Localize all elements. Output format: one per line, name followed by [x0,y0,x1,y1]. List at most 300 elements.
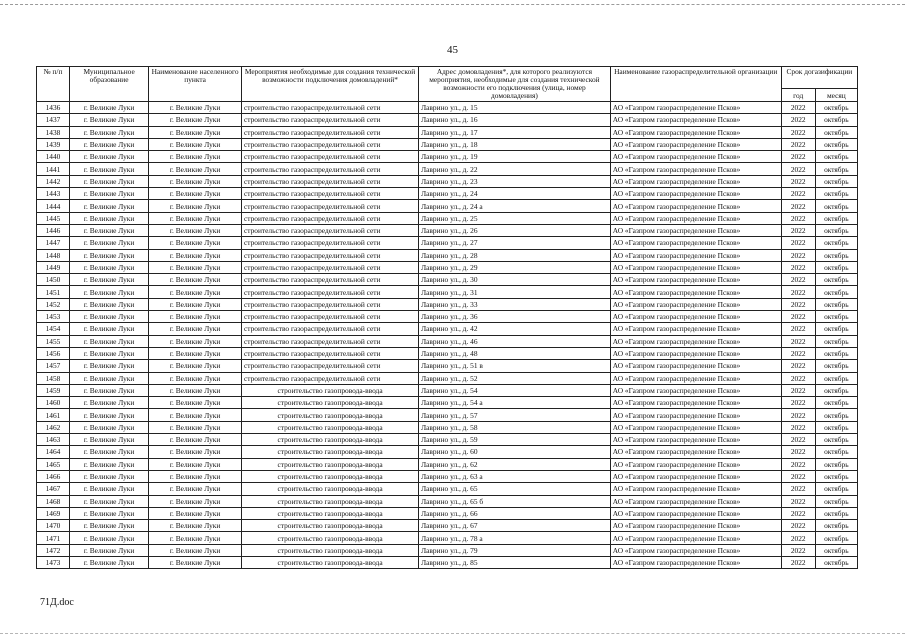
table-row [37,507,858,519]
cell-month: октябрь [815,224,857,236]
cell-month: октябрь [815,360,857,372]
cell-num: 1451 [37,286,70,298]
cell-year: 2022 [781,138,815,150]
cell-address: Лаврино ул., д. 42 [419,323,611,335]
cell-month: октябрь [815,421,857,433]
cell-municipality: г. Великие Луки [69,556,148,568]
cell-address: Лаврино ул., д. 22 [419,163,611,175]
cell-num: 1463 [37,434,70,446]
cell-locality: г. Великие Луки [149,347,242,359]
cell-month: октябрь [815,483,857,495]
cell-organization: АО «Газпром газораспределение Псков» [610,311,781,323]
cell-works: строительство газораспределительной сети [241,274,418,286]
cell-month: октябрь [815,532,857,544]
table-row [37,384,858,396]
table-row [37,212,858,224]
table-row [37,163,858,175]
table-row [37,261,858,273]
cell-address: Лаврино ул., д. 26 [419,224,611,236]
cell-works: строительство газораспределительной сети [241,335,418,347]
cell-num: 1446 [37,224,70,236]
cell-municipality: г. Великие Луки [69,102,148,114]
cell-address: Лаврино ул., д. 24 а [419,200,611,212]
table-row [37,446,858,458]
cell-municipality: г. Великие Луки [69,495,148,507]
cell-organization: АО «Газпром газораспределение Псков» [610,237,781,249]
cell-works: строительство газопровода-ввода [241,556,418,568]
cell-address: Лаврино ул., д. 28 [419,249,611,261]
cell-year: 2022 [781,544,815,556]
cell-works: строительство газопровода-ввода [241,458,418,470]
cell-year: 2022 [781,175,815,187]
cell-address: Лаврино ул., д. 36 [419,311,611,323]
cell-locality: г. Великие Луки [149,311,242,323]
cell-month: октябрь [815,434,857,446]
cell-num: 1440 [37,151,70,163]
cell-works: строительство газопровода-ввода [241,434,418,446]
cell-works: строительство газопровода-ввода [241,397,418,409]
cell-works: строительство газопровода-ввода [241,470,418,482]
header-address: Адрес домовладения*, для которого реализуются мероприятия, необходимые для создания технической возможности его подключения (улица, номер домовладения) [419,67,611,102]
cell-municipality: г. Великие Луки [69,298,148,310]
cell-num: 1437 [37,114,70,126]
cell-year: 2022 [781,483,815,495]
cell-organization: АО «Газпром газораспределение Псков» [610,138,781,150]
cell-year: 2022 [781,249,815,261]
cell-municipality: г. Великие Луки [69,421,148,433]
cell-works: строительство газораспределительной сети [241,311,418,323]
cell-organization: АО «Газпром газораспределение Псков» [610,556,781,568]
cell-year: 2022 [781,520,815,532]
cell-num: 1470 [37,520,70,532]
cell-works: строительство газораспределительной сети [241,372,418,384]
cell-address: Лаврино ул., д. 58 [419,421,611,433]
cell-locality: г. Великие Луки [149,175,242,187]
table-row [37,347,858,359]
table-row [37,323,858,335]
table-row [37,421,858,433]
cell-year: 2022 [781,323,815,335]
table-row [37,544,858,556]
cell-works: строительство газораспределительной сети [241,212,418,224]
cell-num: 1443 [37,188,70,200]
cell-locality: г. Великие Луки [149,470,242,482]
cell-address: Лаврино ул., д. 30 [419,274,611,286]
table-row [37,286,858,298]
cell-municipality: г. Великие Луки [69,114,148,126]
cell-year: 2022 [781,126,815,138]
cell-num: 1466 [37,470,70,482]
cell-year: 2022 [781,200,815,212]
cell-works: строительство газораспределительной сети [241,200,418,212]
table-row [37,138,858,150]
cell-num: 1441 [37,163,70,175]
cell-num: 1471 [37,532,70,544]
cell-locality: г. Великие Луки [149,323,242,335]
cell-organization: АО «Газпром газораспределение Псков» [610,200,781,212]
cell-organization: АО «Газпром газораспределение Псков» [610,298,781,310]
table-row [37,188,858,200]
cell-year: 2022 [781,458,815,470]
cell-year: 2022 [781,188,815,200]
cell-month: октябрь [815,286,857,298]
cell-locality: г. Великие Луки [149,151,242,163]
cell-works: строительство газораспределительной сети [241,224,418,236]
cell-locality: г. Великие Луки [149,249,242,261]
cell-organization: АО «Газпром газораспределение Псков» [610,544,781,556]
cell-month: октябрь [815,311,857,323]
cell-month: октябрь [815,470,857,482]
cell-address: Лаврино ул., д. 78 а [419,532,611,544]
table-row [37,434,858,446]
table-row [37,274,858,286]
cell-address: Лаврино ул., д. 65 [419,483,611,495]
cell-municipality: г. Великие Луки [69,138,148,150]
cell-locality: г. Великие Луки [149,532,242,544]
cell-locality: г. Великие Луки [149,483,242,495]
cell-address: Лаврино ул., д. 52 [419,372,611,384]
cell-locality: г. Великие Луки [149,409,242,421]
cell-month: октябрь [815,347,857,359]
cell-year: 2022 [781,212,815,224]
cell-works: строительство газораспределительной сети [241,114,418,126]
cell-municipality: г. Великие Луки [69,483,148,495]
cell-works: строительство газораспределительной сети [241,102,418,114]
cell-locality: г. Великие Луки [149,126,242,138]
cell-municipality: г. Великие Луки [69,188,148,200]
table-row [37,249,858,261]
cell-year: 2022 [781,224,815,236]
cell-address: Лаврино ул., д. 60 [419,446,611,458]
table-row [37,360,858,372]
cell-year: 2022 [781,237,815,249]
cell-organization: АО «Газпром газораспределение Псков» [610,224,781,236]
cell-year: 2022 [781,311,815,323]
cell-address: Лаврино ул., д. 62 [419,458,611,470]
cell-organization: АО «Газпром газораспределение Псков» [610,323,781,335]
cell-locality: г. Великие Луки [149,495,242,507]
cell-works: строительство газораспределительной сети [241,360,418,372]
cell-municipality: г. Великие Луки [69,470,148,482]
table-row [37,470,858,482]
cell-locality: г. Великие Луки [149,274,242,286]
table-row [37,298,858,310]
cell-locality: г. Великие Луки [149,237,242,249]
cell-locality: г. Великие Луки [149,286,242,298]
cell-year: 2022 [781,384,815,396]
table-row [37,151,858,163]
cell-organization: АО «Газпром газораспределение Псков» [610,397,781,409]
cell-num: 1456 [37,347,70,359]
cell-organization: АО «Газпром газораспределение Псков» [610,274,781,286]
cell-municipality: г. Великие Луки [69,544,148,556]
cell-month: октябрь [815,520,857,532]
cell-municipality: г. Великие Луки [69,274,148,286]
cell-year: 2022 [781,151,815,163]
cell-num: 1445 [37,212,70,224]
cell-year: 2022 [781,397,815,409]
cell-municipality: г. Великие Луки [69,323,148,335]
cell-year: 2022 [781,532,815,544]
cell-works: строительство газораспределительной сети [241,249,418,261]
cell-address: Лаврино ул., д. 46 [419,335,611,347]
cell-num: 1460 [37,397,70,409]
cell-municipality: г. Великие Луки [69,151,148,163]
cell-works: строительство газопровода-ввода [241,409,418,421]
cell-address: Лаврино ул., д. 23 [419,175,611,187]
cell-locality: г. Великие Луки [149,507,242,519]
cell-address: Лаврино ул., д. 16 [419,114,611,126]
cell-month: октябрь [815,163,857,175]
cell-month: октябрь [815,409,857,421]
cell-year: 2022 [781,360,815,372]
cell-organization: АО «Газпром газораспределение Псков» [610,532,781,544]
cell-municipality: г. Великие Луки [69,261,148,273]
cell-municipality: г. Великие Луки [69,532,148,544]
cell-municipality: г. Великие Луки [69,397,148,409]
cell-year: 2022 [781,102,815,114]
cell-num: 1453 [37,311,70,323]
cell-municipality: г. Великие Луки [69,409,148,421]
cell-organization: АО «Газпром газораспределение Псков» [610,261,781,273]
cell-year: 2022 [781,556,815,568]
cell-municipality: г. Великие Луки [69,347,148,359]
table-row [37,397,858,409]
cell-municipality: г. Великие Луки [69,286,148,298]
cell-month: октябрь [815,249,857,261]
cell-works: строительство газораспределительной сети [241,323,418,335]
cell-locality: г. Великие Луки [149,163,242,175]
cell-year: 2022 [781,434,815,446]
cell-num: 1455 [37,335,70,347]
cell-year: 2022 [781,347,815,359]
table-body [37,102,858,569]
cell-organization: АО «Газпром газораспределение Псков» [610,446,781,458]
cell-month: октябрь [815,458,857,470]
cell-month: октябрь [815,274,857,286]
table-row [37,556,858,568]
cell-month: октябрь [815,200,857,212]
cell-month: октябрь [815,495,857,507]
cell-locality: г. Великие Луки [149,138,242,150]
cell-municipality: г. Великие Луки [69,212,148,224]
cell-works: строительство газопровода-ввода [241,507,418,519]
cell-month: октябрь [815,126,857,138]
cell-municipality: г. Великие Луки [69,507,148,519]
cell-address: Лаврино ул., д. 17 [419,126,611,138]
cell-locality: г. Великие Луки [149,520,242,532]
cell-num: 1472 [37,544,70,556]
cell-num: 1444 [37,200,70,212]
cell-works: строительство газопровода-ввода [241,520,418,532]
table-row [37,224,858,236]
cell-locality: г. Великие Луки [149,397,242,409]
cell-locality: г. Великие Луки [149,458,242,470]
table-row [37,483,858,495]
cell-month: октябрь [815,446,857,458]
cell-municipality: г. Великие Луки [69,175,148,187]
cell-works: строительство газораспределительной сети [241,298,418,310]
cell-organization: АО «Газпром газораспределение Псков» [610,434,781,446]
cell-address: Лаврино ул., д. 66 [419,507,611,519]
cell-locality: г. Великие Луки [149,200,242,212]
cell-month: октябрь [815,114,857,126]
cell-address: Лаврино ул., д. 48 [419,347,611,359]
cell-address: Лаврино ул., д. 31 [419,286,611,298]
cell-locality: г. Великие Луки [149,298,242,310]
cell-municipality: г. Великие Луки [69,224,148,236]
cell-year: 2022 [781,470,815,482]
cell-organization: АО «Газпром газораспределение Псков» [610,458,781,470]
cell-municipality: г. Великие Луки [69,163,148,175]
cell-municipality: г. Великие Луки [69,458,148,470]
cell-month: октябрь [815,507,857,519]
table-row [37,532,858,544]
page-number: 45 [447,44,458,56]
cell-works: строительство газопровода-ввода [241,384,418,396]
cell-num: 1468 [37,495,70,507]
cell-num: 1449 [37,261,70,273]
cell-municipality: г. Великие Луки [69,384,148,396]
cell-organization: АО «Газпром газораспределение Псков» [610,409,781,421]
cell-locality: г. Великие Луки [149,446,242,458]
cell-year: 2022 [781,261,815,273]
cell-address: Лаврино ул., д. 24 [419,188,611,200]
cell-organization: АО «Газпром газораспределение Псков» [610,212,781,224]
cell-municipality: г. Великие Луки [69,237,148,249]
cell-locality: г. Великие Луки [149,114,242,126]
cell-num: 1438 [37,126,70,138]
cell-year: 2022 [781,507,815,519]
cell-locality: г. Великие Луки [149,544,242,556]
cell-municipality: г. Великие Луки [69,200,148,212]
cell-municipality: г. Великие Луки [69,335,148,347]
header-num: № п/п [37,67,70,102]
table-row [37,102,858,114]
cell-organization: АО «Газпром газораспределение Псков» [610,102,781,114]
header-organization: Наименование газораспределительной организации [610,67,781,102]
cell-num: 1462 [37,421,70,433]
cell-organization: АО «Газпром газораспределение Псков» [610,188,781,200]
cell-month: октябрь [815,151,857,163]
table-header [37,67,858,102]
cell-address: Лаврино ул., д. 29 [419,261,611,273]
cell-num: 1461 [37,409,70,421]
table-row [37,175,858,187]
cell-municipality: г. Великие Луки [69,249,148,261]
cell-organization: АО «Газпром газораспределение Псков» [610,249,781,261]
cell-address: Лаврино ул., д. 25 [419,212,611,224]
cell-num: 1457 [37,360,70,372]
cell-works: строительство газораспределительной сети [241,126,418,138]
cell-month: октябрь [815,397,857,409]
cell-works: строительство газопровода-ввода [241,446,418,458]
cell-organization: АО «Газпром газораспределение Псков» [610,126,781,138]
cell-organization: АО «Газпром газораспределение Псков» [610,507,781,519]
cell-num: 1447 [37,237,70,249]
cell-address: Лаврино ул., д. 85 [419,556,611,568]
cell-organization: АО «Газпром газораспределение Псков» [610,335,781,347]
table-row [37,372,858,384]
cell-address: Лаврино ул., д. 63 а [419,470,611,482]
cell-month: октябрь [815,138,857,150]
cell-organization: АО «Газпром газораспределение Псков» [610,470,781,482]
cell-organization: АО «Газпром газораспределение Псков» [610,360,781,372]
cell-address: Лаврино ул., д. 57 [419,409,611,421]
cell-works: строительство газораспределительной сети [241,151,418,163]
cell-num: 1464 [37,446,70,458]
cell-address: Лаврино ул., д. 51 в [419,360,611,372]
cell-works: строительство газораспределительной сети [241,188,418,200]
table-row [37,520,858,532]
header-works: Мероприятия необходимые для создания технической возможности подключения домовладений* [241,67,418,102]
cell-locality: г. Великие Луки [149,102,242,114]
table-row [37,311,858,323]
cell-organization: АО «Газпром газораспределение Псков» [610,372,781,384]
header-municipality: Муниципальное образование [69,67,148,102]
cell-num: 1459 [37,384,70,396]
cell-municipality: г. Великие Луки [69,446,148,458]
cell-year: 2022 [781,286,815,298]
cell-organization: АО «Газпром газораспределение Псков» [610,421,781,433]
cell-locality: г. Великие Луки [149,224,242,236]
header-locality: Наименование населенного пункта [149,67,242,102]
cell-num: 1469 [37,507,70,519]
cell-address: Лаврино ул., д. 59 [419,434,611,446]
cell-organization: АО «Газпром газораспределение Псков» [610,151,781,163]
cell-locality: г. Великие Луки [149,335,242,347]
cell-locality: г. Великие Луки [149,261,242,273]
table-row [37,335,858,347]
cell-locality: г. Великие Луки [149,384,242,396]
cell-address: Лаврино ул., д. 67 [419,520,611,532]
cell-locality: г. Великие Луки [149,372,242,384]
header-deadline: Срок догазификации [781,67,857,89]
cell-year: 2022 [781,372,815,384]
cell-year: 2022 [781,114,815,126]
cell-organization: АО «Газпром газораспределение Псков» [610,347,781,359]
cell-address: Лаврино ул., д. 27 [419,237,611,249]
cell-address: Лаврино ул., д. 65 б [419,495,611,507]
cell-address: Лаврино ул., д. 54 а [419,397,611,409]
cell-month: октябрь [815,323,857,335]
header-month: месяц [815,89,857,102]
cell-address: Лаврино ул., д. 33 [419,298,611,310]
table-row [37,200,858,212]
cell-num: 1465 [37,458,70,470]
cell-num: 1473 [37,556,70,568]
cell-works: строительство газопровода-ввода [241,421,418,433]
cell-municipality: г. Великие Луки [69,126,148,138]
table-row [37,237,858,249]
cell-month: октябрь [815,372,857,384]
cell-num: 1442 [37,175,70,187]
top-scan-edge [0,4,905,5]
table-row [37,114,858,126]
cell-year: 2022 [781,163,815,175]
cell-municipality: г. Великие Луки [69,311,148,323]
cell-year: 2022 [781,495,815,507]
cell-locality: г. Великие Луки [149,434,242,446]
cell-locality: г. Великие Луки [149,212,242,224]
cell-address: Лаврино ул., д. 54 [419,384,611,396]
cell-month: октябрь [815,237,857,249]
cell-locality: г. Великие Луки [149,188,242,200]
header-year: год [781,89,815,102]
cell-works: строительство газопровода-ввода [241,495,418,507]
cell-month: октябрь [815,384,857,396]
cell-organization: АО «Газпром газораспределение Псков» [610,286,781,298]
